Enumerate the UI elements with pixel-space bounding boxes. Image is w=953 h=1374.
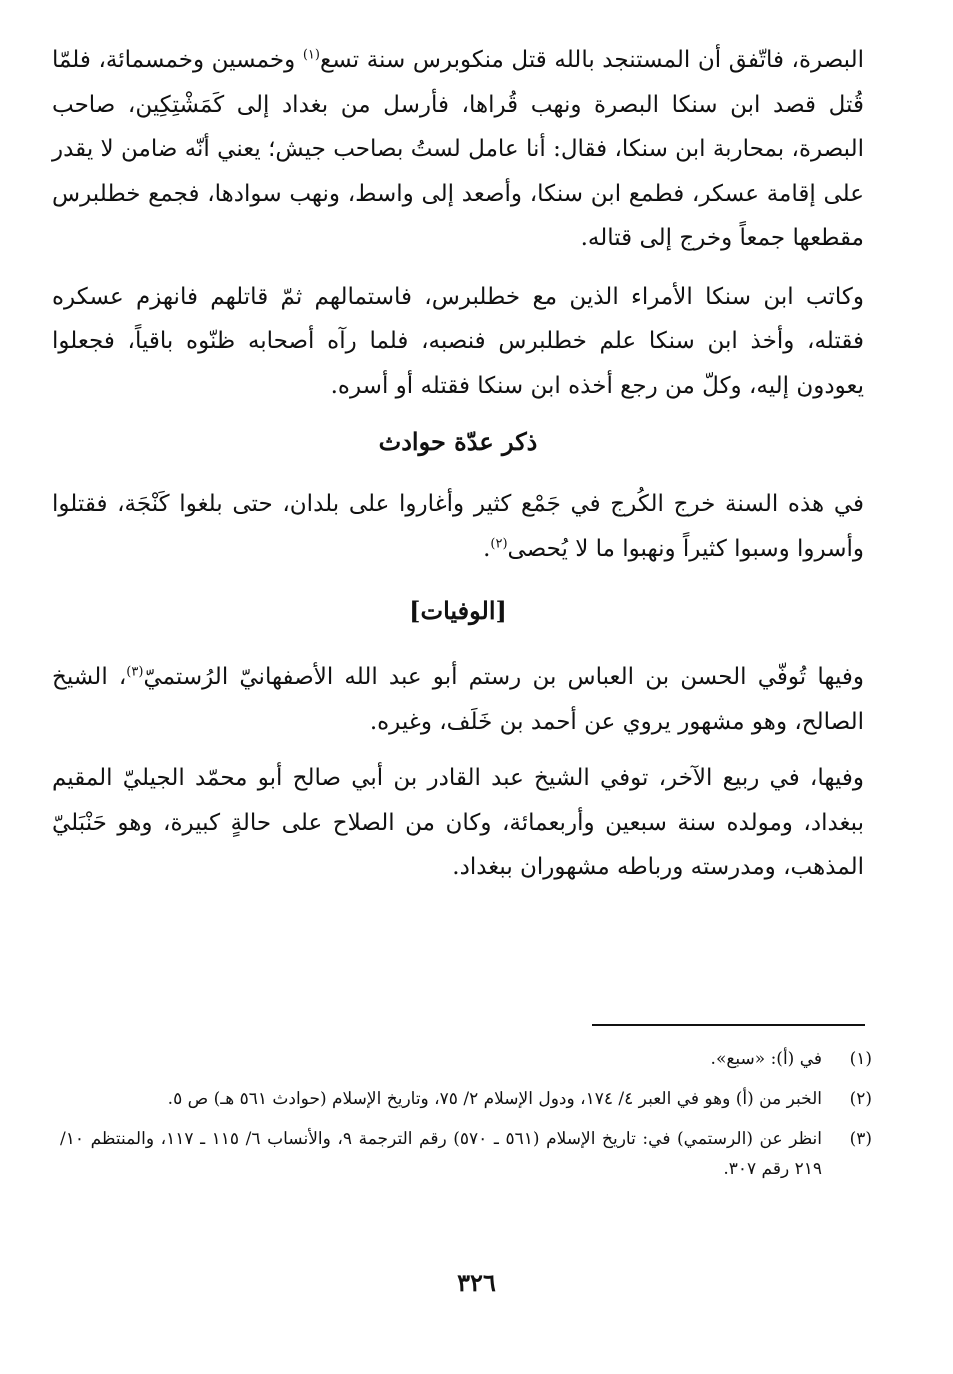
paragraph-text: وفيها، في ربيع الآخر، توفي الشيخ عبد القادر بن أبي صالح أبو محمّد الجيليّ المقيم ببغداد، ومولده سنة سبعين وأربعمائة، وكان من الصلاح على حالةٍ كبيرة، وهو حَنْبَليّ المذهب، ومدرسته ورباطه مشهوران ببغداد.: [52, 765, 864, 880]
paragraph-text: .: [483, 535, 491, 562]
footnote-item: [60, 1044, 872, 1074]
paragraph-basra-events: [52, 38, 864, 261]
page-body: [52, 38, 864, 890]
footnote-ref-2[interactable]: (٢): [490, 535, 508, 551]
paragraph-text: وفيها تُوفّي الحسن بن العباس بن رستم أبو عبد الله الأصفهانيّ الرُستميّ: [143, 664, 864, 690]
footnote-item: [60, 1084, 872, 1114]
footnote-text: انظر عن (الرستمي) في: تاريخ الإسلام (٥٦١ ـ ٥٧٠) رقم الترجمة ٩، والأنساب ٦/ ١١٥ ـ ١١٧، والمنتظم ١٠/ ٢١٩ رقم ٣٠٧.: [60, 1129, 822, 1179]
footnote-text: الخبر من (أ) وهو في العبر ٤/ ١٧٤، ودول الإسلام ٢/ ٧٥، وتاريخ الإسلام (حوادث ٥٦١ هـ) ص ٥.: [167, 1089, 822, 1109]
section-heading-deaths: [الوفيات]: [409, 596, 507, 625]
paragraph-text: وخمسين وخمسمائة، فلمّا قُتل قصد ابن سنكا البصرة ونهب قُراها، فأرسل من بغداد إلى كَمَشْتِكِين، صاحب البصرة، بمحاربة ابن سنكا، فقال: أنا عامل لستُ بصاحب جيش؛ يعني أنّه ضامن لا يقدر على إقامة عسكر، فطمع ابن سنكا، وأصعد إلى واسط، ونهب سوادها، فجمع خطلبرس مقطعها جمعاً وخرج إلى قتاله.: [52, 47, 864, 251]
footnote-text: في (أ): «سبع».: [710, 1049, 822, 1069]
footnote-number: (١): [849, 1049, 872, 1069]
paragraph-death-rustami: [52, 655, 864, 744]
footnote-ref-3[interactable]: (٣): [126, 664, 144, 680]
paragraph-georgians: [52, 482, 864, 571]
footnote-divider: [592, 1024, 865, 1026]
footnote-number: (٢): [849, 1089, 872, 1109]
paragraph-death-jilani: [52, 756, 864, 890]
paragraph-text: في هذه السنة خرج الكُرج في جَمْع كثير وأغاروا على بلدان، حتى بلغوا كَنْجَة، فقتلوا وأسروا وسبوا كثيراً ونهبوا ما لا يُحصى: [52, 491, 864, 562]
footnote-item: [60, 1124, 872, 1184]
paragraph-text: وكاتب ابن سنكا الأمراء الذين مع خطلبرس، فاستمالهم ثمّ قاتلهم فانهزم عسكره فقتله، وأخذ ابن سنكا علم خطلبرس فنصبه، فلما رآه أصحابه ظنّوه باقياً، فجعلوا يعودون إليه، وكلّ من رجع أخذه ابن سنكا فقتله أو أسره.: [52, 283, 864, 399]
footnote-number: (٣): [849, 1129, 872, 1149]
section-heading-events: ذكر عدّة حوادث: [378, 427, 538, 456]
footnotes-section: [60, 1044, 872, 1194]
paragraph-text: ، الشيخ الصالح، وهو مشهور يروي عن أحمد بن خَلَف، وغيره.: [52, 664, 864, 735]
footnote-ref-1[interactable]: (١): [302, 47, 320, 63]
paragraph-ibn-sanka: [52, 275, 864, 409]
page-number: ٣٢٦: [457, 1268, 496, 1297]
paragraph-text: البصرة، فاتّفق أن المستنجد بالله قتل منكوبرس سنة تسع: [319, 47, 864, 73]
